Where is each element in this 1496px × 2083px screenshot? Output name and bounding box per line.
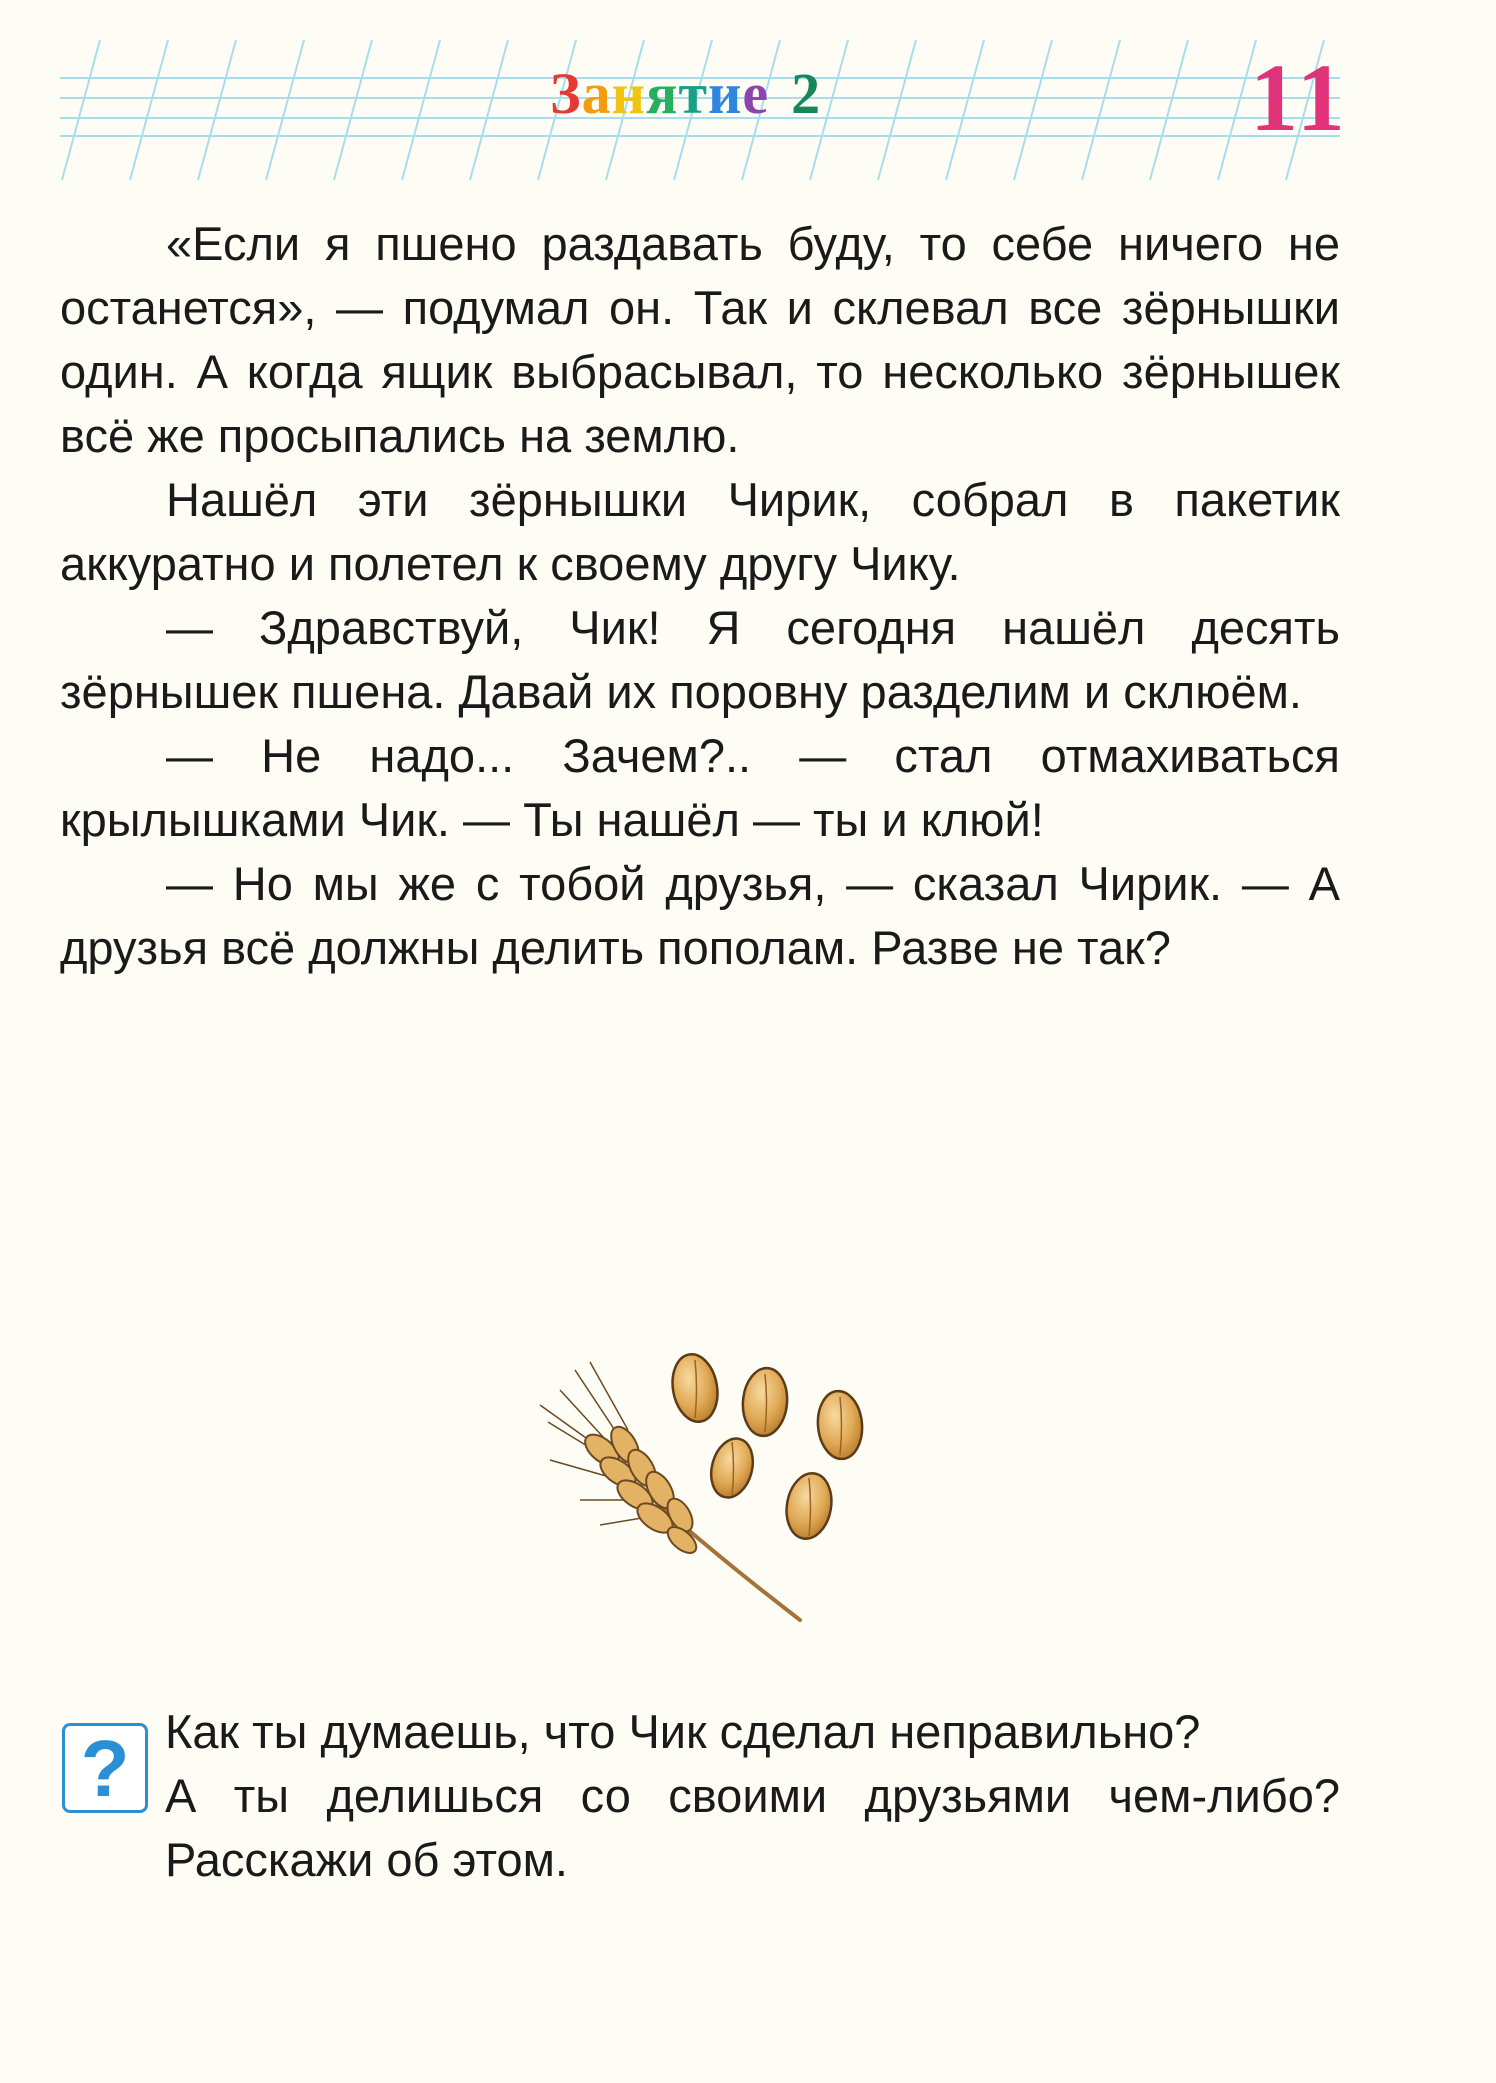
lesson-number: 2	[791, 61, 822, 126]
story-paragraph: Нашёл эти зёрнышки Чирик, собрал в пакетик аккуратно и полетел к своему другу Чику.	[60, 473, 1340, 590]
lesson-word-letter: я	[646, 61, 679, 126]
lesson-word-letter: и	[707, 61, 743, 126]
story-text	[60, 212, 1340, 980]
grain-icon	[740, 1366, 790, 1438]
story-paragraph: «Если я пшено раздавать буду, то себе ничего не останется», — подумал он. Так и склевал все зёрнышки один. А когда ящик выбрасывал, то несколько зёрнышек всё же просыпались на землю.	[60, 217, 1340, 462]
lesson-word-letter: З	[550, 61, 582, 126]
question-line: Как ты думаешь, что Чик сделал неправильно?	[165, 1705, 1201, 1758]
lesson-word	[550, 61, 769, 126]
question-icon: ?	[62, 1723, 148, 1813]
lesson-title	[550, 60, 821, 127]
grain-icon	[667, 1351, 722, 1426]
question-line: А ты делишься со своими друзьями чем-либо? Расскажи об этом.	[165, 1769, 1340, 1886]
lesson-word-letter: т	[678, 61, 708, 126]
wheat-ear-and-grains-illustration	[520, 1330, 920, 1650]
lesson-word-letter: е	[742, 61, 770, 126]
lesson-word-letter: а	[581, 61, 612, 126]
grain-icon	[782, 1470, 837, 1543]
lesson-word-letter: н	[611, 61, 647, 126]
grain-icon	[815, 1389, 865, 1461]
question-block	[165, 1700, 1340, 1892]
grain-icon	[705, 1434, 759, 1502]
story-paragraph: — Здравствуй, Чик! Я сегодня нашёл десять зёрнышек пшена. Давай их поровну разделим и склюём.	[60, 601, 1340, 718]
story-paragraph: — Но мы же с тобой друзья, — сказал Чирик. — А друзья всё должны делить пополам. Разве не так?	[60, 857, 1340, 974]
story-paragraph: — Не надо... Зачем?.. — стал отмахиваться крылышками Чик. — Ты нашёл — ты и клюй!	[60, 729, 1340, 846]
page-number: 11	[1250, 44, 1349, 151]
